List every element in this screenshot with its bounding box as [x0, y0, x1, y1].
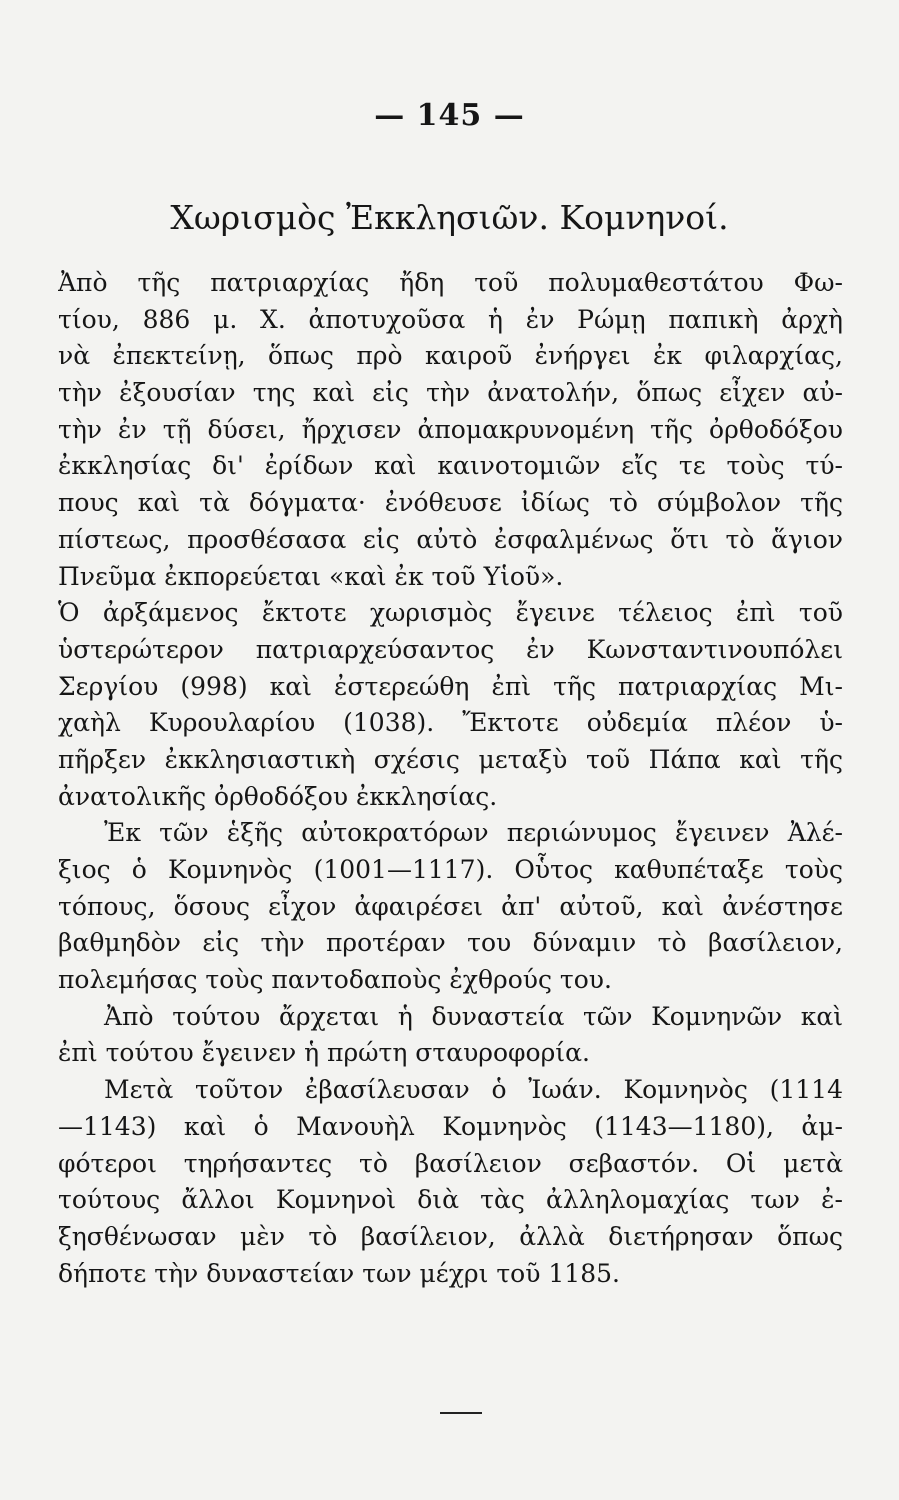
footer-rule: [440, 1412, 482, 1414]
text-line: βαθμηδὸν εἰς τὴν προτέραν του δύναμιν τὸ βασίλειον,: [58, 928, 843, 958]
text-line: Πνεῦμα ἐκπορεύεται «καὶ ἐκ τοῦ Υἱοῦ».: [58, 561, 564, 591]
text-line: Σεργίου (998) καὶ ἐστερεώθη ἐπὶ τῆς πατριαρχίας Μι-: [58, 671, 843, 701]
text-line: δήποτε τὴν δυναστείαν των μέχρι τοῦ 1185.: [58, 1258, 620, 1288]
text-line: ἀνατολικῆς ὀρθοδόξου ἐκκλησίας.: [58, 781, 498, 811]
text-line: τὴν ἐν τῇ δύσει, ἤρχισεν ἀπομακρυνομένη τῆς ὀρθοδόξου: [58, 414, 843, 444]
body-text: [58, 265, 843, 1292]
text-line: ἐπὶ τούτου ἔγεινεν ἡ πρώτη σταυροφορία.: [58, 1038, 590, 1068]
text-line: ξησθένωσαν μὲν τὸ βασίλειον, ἀλλὰ διετήρησαν ὅπως: [58, 1221, 843, 1251]
text-line: τόπους, ὅσους εἶχον ἀφαιρέσει ἀπ' αὐτοῦ, καὶ ἀνέστησε: [58, 891, 843, 921]
chapter-heading: Χωρισμὸς Ἐκκλησιῶν. Κομνηνοί.: [170, 198, 729, 237]
text-line: τίου, 886 μ. Χ. ἀποτυχοῦσα ἡ ἐν Ρώμῃ παπικὴ ἀρχὴ: [58, 304, 843, 334]
text-line: Ἀπὸ τῆς πατριαρχίας ἤδη τοῦ πολυμαθεστάτου Φω-: [58, 268, 843, 297]
text-line: Μετὰ τοῦτον ἐβασίλευσαν ὁ Ἰωάν. Κομνηνὸς (1114: [104, 1075, 843, 1105]
text-line: νὰ ἐπεκτείνῃ, ὅπως πρὸ καιροῦ ἐνήργει ἐκ φιλαρχίας,: [58, 341, 843, 371]
text-line: ἐκκλησίας δι' ἐρίδων καὶ καινοτομιῶν εἴς τε τοὺς τύ-: [58, 451, 843, 481]
text-line: —1143) καὶ ὁ Μανουὴλ Κομνηνὸς (1143—1180), ἀμ-: [58, 1111, 843, 1141]
text-line: πῆρξεν ἐκκλησιαστικὴ σχέσις μεταξὺ τοῦ Πάπα καὶ τῆς: [58, 744, 843, 774]
text-line: πίστεως, προσθέσασα εἰς αὐτὸ ἐσφαλμένως ὅτι τὸ ἅγιον: [58, 524, 843, 554]
text-line: Ὁ ἀρξάμενος ἔκτοτε χωρισμὸς ἔγεινε τέλειος ἐπὶ τοῦ: [58, 598, 843, 628]
text-line: Ἀπὸ τούτου ἄρχεται ἡ δυναστεία τῶν Κομνηνῶν καὶ: [104, 1001, 843, 1031]
text-line: πους καὶ τὰ δόγματα· ἐνόθευσε ἰδίως τὸ σύμβολον τῆς: [58, 488, 843, 518]
text-line: ὑστερώτερον πατριαρχεύσαντος ἐν Κωνσταντινουπόλει: [58, 634, 843, 664]
text-line: φότεροι τηρήσαντες τὸ βασίλειον σεβαστόν. Οἱ μετὰ: [58, 1148, 843, 1178]
text-line: πολεμήσας τοὺς παντοδαποὺς ἐχθρούς του.: [58, 965, 612, 995]
text-line: τούτους ἄλλοι Κομνηνοὶ διὰ τὰς ἀλληλομαχίας των ἐ-: [58, 1185, 843, 1215]
text-line: τὴν ἐξουσίαν της καὶ εἰς τὴν ἀνατολήν, ὅπως εἶχεν αὐ-: [58, 378, 843, 408]
text-line: ξιος ὁ Κομνηνὸς (1001—1117). Οὗτος καθυπέταξε τοὺς: [58, 855, 843, 884]
page-number: — 145 —: [374, 98, 525, 133]
text-line: Ἐκ τῶν ἑξῆς αὐτοκρατόρων περιώνυμος ἔγεινεν Ἀλέ-: [104, 818, 843, 848]
text-line: χαὴλ Κυρουλαρίου (1038). Ἔκτοτε οὐδεμία πλέον ὑ-: [58, 708, 843, 738]
